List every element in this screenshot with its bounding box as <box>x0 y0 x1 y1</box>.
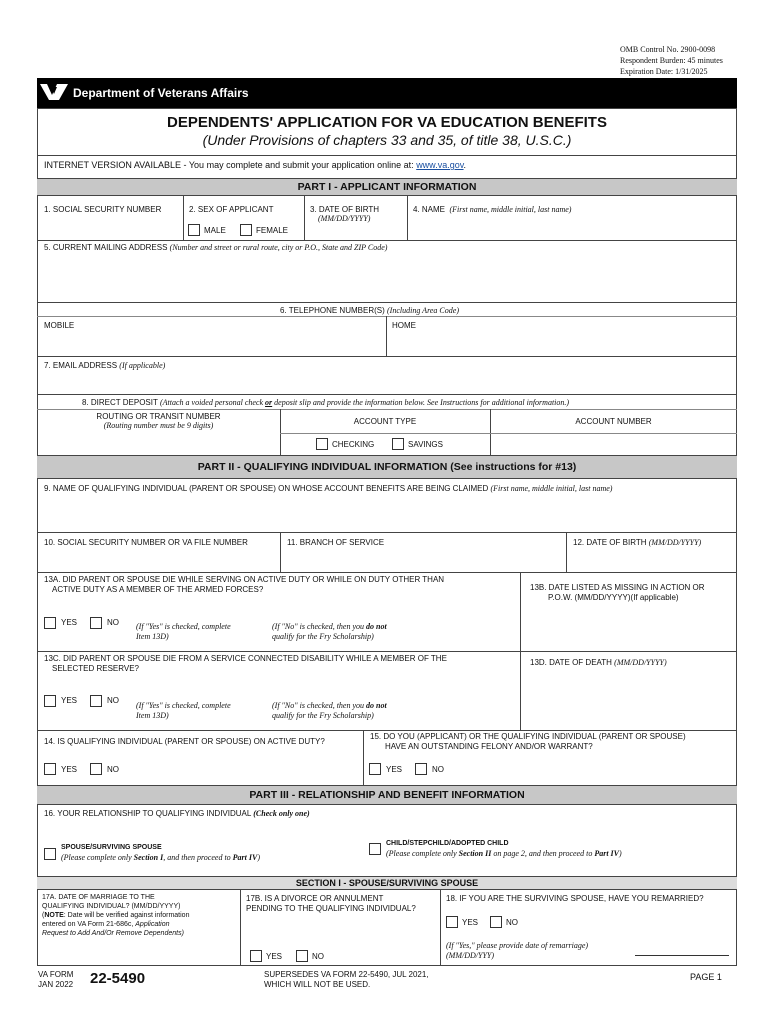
q13d-label: 13D. DATE OF DEATH (MM/DD/YYYY) <box>530 658 667 667</box>
agency-name: Department of Veterans Affairs <box>73 86 249 100</box>
q15-line1: 15. DO YOU (APPLICANT) OR THE QUALIFYING INDIVIDUAL (PARENT OR SPOUSE) <box>370 732 686 741</box>
child-label: CHILD/STEPCHILD/ADOPTED CHILD <box>386 840 509 847</box>
form-title: DEPENDENTS' APPLICATION FOR VA EDUCATION BENEFITS <box>167 114 607 131</box>
va-seal-icon <box>39 82 69 102</box>
q18-no-checkbox[interactable] <box>490 916 502 928</box>
dob-label: 3. DATE OF BIRTH <box>310 205 380 214</box>
part1-heading: PART I - APPLICANT INFORMATION <box>37 178 737 196</box>
q13c-no-checkbox[interactable] <box>90 695 102 707</box>
q15-no-checkbox[interactable] <box>415 763 427 775</box>
child-checkbox[interactable] <box>369 843 381 855</box>
footer-form-number: 22-5490 <box>90 970 146 987</box>
q16-label: 16. YOUR RELATIONSHIP TO QUALIFYING INDIVIDUAL (Check only one) <box>44 809 310 818</box>
name-label: 4. NAME (First name, middle initial, last name) <box>413 205 572 214</box>
spouse-hint: (Please complete only Section I, and then proceed to Part IV) <box>61 853 261 862</box>
q17a-label: 17A. DATE OF MARRIAGE TO THE QUALIFYING INDIVIDUAL? (MM/DD/YYYY) (NOTE: Date will be verified against information entered on VA Form 21-686c, Application Request to Add And/Or Remove Dependents) <box>42 894 190 937</box>
q13c-if-yes: (If "Yes" is checked, complete Item 13D) <box>136 701 231 720</box>
q18-yes-label: YES <box>462 918 479 927</box>
qualifying-ssn-label: 10. SOCIAL SECURITY NUMBER OR VA FILE NUMBER <box>44 538 248 547</box>
branch-label: 11. BRANCH OF SERVICE <box>287 538 385 547</box>
footer-form-label: VA FORM <box>38 970 74 979</box>
omb-block <box>620 44 723 77</box>
q17b-yes-checkbox[interactable] <box>250 950 262 962</box>
q15-yes-checkbox[interactable] <box>369 763 381 775</box>
direct-deposit-label: 8. DIRECT DEPOSIT (Attach a voided personal check or deposit slip and provide the information below. See Instructions for additional information.) <box>82 398 570 407</box>
q13c-if-no: (If "No" is checked, then you do not qualify for the Fry Scholarship) <box>272 701 387 720</box>
omb-control: OMB Control No. 2900-0098 <box>620 45 716 54</box>
q17b-no-label: NO <box>312 952 324 961</box>
q13c-no-label: NO <box>107 696 119 705</box>
q15-yes-label: YES <box>386 765 403 774</box>
q13a-no-checkbox[interactable] <box>90 617 102 629</box>
qualifying-name-label: 9. NAME OF QUALIFYING INDIVIDUAL (PARENT OR SPOUSE) ON WHOSE ACCOUNT BENEFITS ARE BEING CLAIMED (First name, middle initial, last name) <box>44 484 613 493</box>
q18-label: 18. IF YOU ARE THE SURVIVING SPOUSE, HAVE YOU REMARRIED? <box>446 894 704 903</box>
q15-line2: HAVE AN OUTSTANDING FELONY AND/OR WARRANT? <box>385 742 593 751</box>
va-gov-link[interactable]: www.va.gov <box>416 160 464 170</box>
q14-yes-checkbox[interactable] <box>44 763 56 775</box>
male-checkbox[interactable] <box>188 224 200 236</box>
q13c-yes-checkbox[interactable] <box>44 695 56 707</box>
q14-no-label: NO <box>107 765 119 774</box>
email-label: 7. EMAIL ADDRESS (If applicable) <box>44 361 166 370</box>
dob-format: (MM/DD/YYYY) <box>318 214 371 223</box>
q13c-line2: SELECTED RESERVE? <box>52 664 139 673</box>
q13a-line2: ACTIVE DUTY AS A MEMBER OF THE ARMED FORCES? <box>52 585 264 594</box>
q13a-yes-label: YES <box>61 618 78 627</box>
checking-checkbox[interactable] <box>316 438 328 450</box>
sex-label: 2. SEX OF APPLICANT <box>189 205 274 214</box>
remarriage-date-line[interactable] <box>635 955 729 956</box>
q13a-no-label: NO <box>107 618 119 627</box>
footer-date: JAN 2022 <box>38 980 74 989</box>
part2-heading: PART II - QUALIFYING INDIVIDUAL INFORMATION (See instructions for #13) <box>37 455 737 479</box>
mobile-label: MOBILE <box>44 321 75 330</box>
q13c-yes-label: YES <box>61 696 78 705</box>
routing-label: ROUTING OR TRANSIT NUMBER <box>96 412 221 421</box>
child-hint: (Please complete only Section II on page 2, and then proceed to Part IV) <box>386 849 622 858</box>
q14-label: 14. IS QUALIFYING INDIVIDUAL (PARENT OR SPOUSE) ON ACTIVE DUTY? <box>44 737 325 746</box>
respondent-burden: Respondent Burden: 45 minutes <box>620 56 723 65</box>
spouse-label: SPOUSE/SURVIVING SPOUSE <box>61 844 162 851</box>
q17b-yes-label: YES <box>266 952 283 961</box>
q13b-line2: P.O.W. (MM/DD/YYYY)(If applicable) <box>548 593 679 602</box>
account-number-label: ACCOUNT NUMBER <box>575 417 652 426</box>
part3-heading: PART III - RELATIONSHIP AND BENEFIT INFORMATION <box>37 785 737 805</box>
savings-label: SAVINGS <box>408 440 443 449</box>
internet-notice: INTERNET VERSION AVAILABLE - You may complete and submit your application online at: www.va.gov. <box>44 160 467 170</box>
routing-hint: (Routing number must be 9 digits) <box>103 421 214 430</box>
footer-supersedes-1: SUPERSEDES VA FORM 22-5490, JUL 2021, <box>264 970 429 979</box>
home-label: HOME <box>392 321 416 330</box>
footer-page: PAGE 1 <box>690 972 722 982</box>
section1-heading: SECTION I - SPOUSE/SURVIVING SPOUSE <box>37 876 737 890</box>
q13a-line1: 13A. DID PARENT OR SPOUSE DIE WHILE SERVING ON ACTIVE DUTY OR WHILE ON DUTY OTHER THAN <box>44 575 445 584</box>
q13a-if-yes: (If "Yes" is checked, complete Item 13D) <box>136 622 231 641</box>
form-frame <box>37 108 737 966</box>
spouse-checkbox[interactable] <box>44 848 56 860</box>
female-checkbox[interactable] <box>240 224 252 236</box>
savings-checkbox[interactable] <box>392 438 404 450</box>
q17b-line2: PENDING TO THE QUALIFYING INDIVIDUAL? <box>246 904 416 913</box>
va-header-bar <box>37 78 737 108</box>
q14-no-checkbox[interactable] <box>90 763 102 775</box>
q13a-yes-checkbox[interactable] <box>44 617 56 629</box>
q15-no-label: NO <box>432 765 444 774</box>
ssn-label: 1. SOCIAL SECURITY NUMBER <box>44 205 162 214</box>
q18-yes-checkbox[interactable] <box>446 916 458 928</box>
q17b-no-checkbox[interactable] <box>296 950 308 962</box>
checking-label: CHECKING <box>332 440 375 449</box>
female-label: FEMALE <box>256 226 289 235</box>
q13a-if-no: (If "No" is checked, then you do not qualify for the Fry Scholarship) <box>272 622 387 641</box>
q17b-line1: 17B. IS A DIVORCE OR ANNULMENT <box>246 894 384 903</box>
address-label: 5. CURRENT MAILING ADDRESS (Number and street or rural route, city or P.O., State and ZIP Code) <box>44 243 388 252</box>
qualifying-dob-label: 12. DATE OF BIRTH (MM/DD/YYYY) <box>573 538 702 547</box>
q14-yes-label: YES <box>61 765 78 774</box>
q18-hint: (If "Yes," please provide date of remarriage) (MM/DD/YYY) <box>446 941 589 960</box>
form-subtitle: (Under Provisions of chapters 33 and 35, of title 38, U.S.C.) <box>202 132 572 148</box>
q13c-line1: 13C. DID PARENT OR SPOUSE DIE FROM A SERVICE CONNECTED DISABILITY WHILE A MEMBER OF THE <box>44 654 447 663</box>
q13b-line1: 13B. DATE LISTED AS MISSING IN ACTION OR <box>530 583 705 592</box>
q18-no-label: NO <box>506 918 518 927</box>
account-type-label: ACCOUNT TYPE <box>353 417 417 426</box>
male-label: MALE <box>204 226 226 235</box>
telephone-label: 6. TELEPHONE NUMBER(S) (Including Area Code) <box>280 306 459 315</box>
footer-supersedes-2: WHICH WILL NOT BE USED. <box>264 980 371 989</box>
expiration-date: Expiration Date: 1/31/2025 <box>620 67 708 76</box>
